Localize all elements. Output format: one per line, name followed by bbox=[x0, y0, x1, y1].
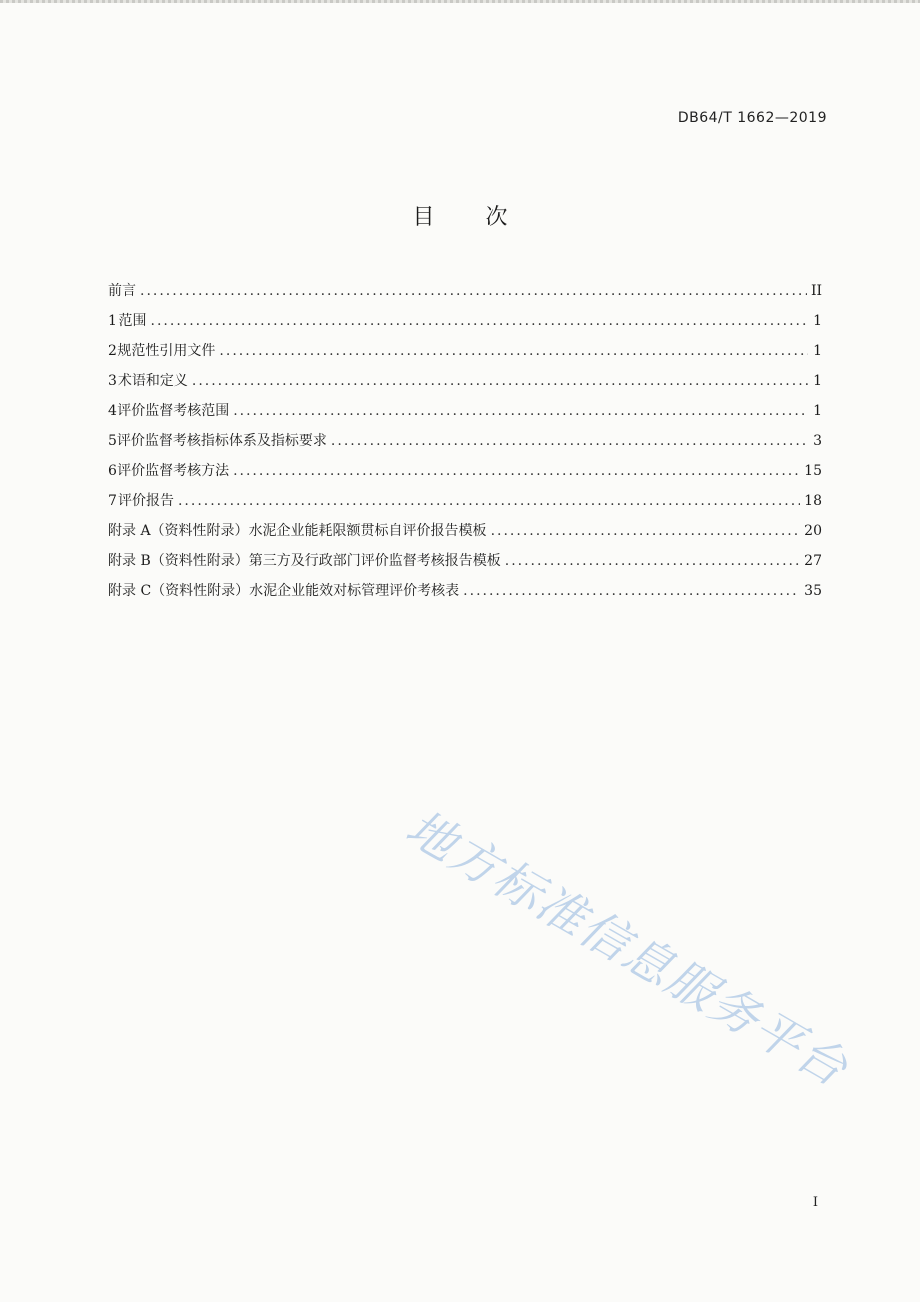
toc-leader-dots bbox=[463, 576, 800, 606]
toc-entry-evaluation-method[interactable] bbox=[108, 456, 822, 486]
toc-leader-dots bbox=[151, 306, 808, 336]
toc-entry-label: 术语和定义 bbox=[117, 373, 188, 389]
toc-entry-label: 前言 bbox=[108, 283, 136, 299]
toc-leader-dots bbox=[491, 516, 801, 546]
toc-entry-label: 评价监督考核指标体系及指标要求 bbox=[116, 433, 327, 449]
toc-entry-label: 范围 bbox=[118, 313, 147, 329]
toc-leader-dots bbox=[178, 486, 800, 516]
toc-entry-number: 6 bbox=[108, 463, 117, 479]
toc-entry-number: 7 bbox=[108, 493, 117, 509]
toc-entry-number: 1 bbox=[108, 313, 117, 329]
toc-leader-dots bbox=[140, 276, 807, 306]
toc-leader-dots bbox=[219, 336, 808, 366]
toc-entry-label: 第三方及行政部门评价监督考核报告模板 bbox=[248, 553, 501, 569]
toc-entry-page: 3 bbox=[813, 433, 822, 449]
toc-entry-appendix-b[interactable] bbox=[108, 546, 822, 576]
toc-leader-dots bbox=[233, 456, 800, 486]
toc-entry-number: 3 bbox=[108, 373, 117, 389]
toc-appendix-prefix: 附录 B（资料性附录） bbox=[108, 553, 249, 569]
toc-entry-page: 20 bbox=[804, 523, 822, 539]
toc-title: 目 次 bbox=[412, 205, 530, 230]
toc-entry-page: 1 bbox=[813, 403, 822, 419]
toc-entry-label: 评价报告 bbox=[117, 493, 174, 509]
toc-leader-dots bbox=[233, 396, 808, 426]
toc-appendix-prefix: 附录 A（资料性附录） bbox=[108, 523, 249, 539]
platform-watermark: 地方标准信息服务平台 bbox=[396, 799, 858, 1099]
toc-entry-page: 1 bbox=[813, 343, 822, 359]
page-number: I bbox=[812, 1195, 818, 1210]
toc-entry-number: 2 bbox=[108, 343, 117, 359]
toc-leader-dots bbox=[331, 426, 808, 456]
scan-edge bbox=[0, 0, 920, 3]
toc-entry-page: 1 bbox=[813, 373, 822, 389]
toc-entry-page: II bbox=[810, 283, 822, 299]
toc-leader-dots bbox=[192, 366, 808, 396]
table-of-contents bbox=[108, 276, 822, 606]
toc-entry-page: 1 bbox=[813, 313, 822, 329]
toc-entry-appendix-c[interactable] bbox=[108, 576, 822, 606]
toc-entry-evaluation-scope[interactable] bbox=[108, 396, 822, 426]
toc-entry-page: 35 bbox=[804, 583, 822, 599]
toc-entry-indicator-system[interactable] bbox=[108, 426, 822, 456]
toc-entry-label: 评价监督考核方法 bbox=[117, 463, 230, 479]
toc-entry-terms-definitions[interactable] bbox=[108, 366, 822, 396]
toc-entry-evaluation-report[interactable] bbox=[108, 486, 822, 516]
standard-code: DB64/T 1662—2019 bbox=[677, 110, 827, 126]
toc-entry-page: 18 bbox=[804, 493, 822, 509]
toc-entry-appendix-a[interactable] bbox=[108, 516, 822, 546]
toc-entry-foreword[interactable] bbox=[108, 276, 822, 306]
toc-leader-dots bbox=[505, 546, 800, 576]
toc-entry-number: 4 bbox=[108, 403, 117, 419]
toc-entry-page: 27 bbox=[804, 553, 822, 569]
toc-entry-normative-references[interactable] bbox=[108, 336, 822, 366]
toc-entry-label: 规范性引用文件 bbox=[117, 343, 216, 359]
toc-entry-label: 水泥企业能耗限额贯标自评价报告模板 bbox=[248, 523, 487, 539]
toc-entry-label: 水泥企业能效对标管理评价考核表 bbox=[249, 583, 460, 599]
toc-entry-page: 15 bbox=[804, 463, 822, 479]
toc-appendix-prefix: 附录 C（资料性附录） bbox=[108, 583, 250, 599]
toc-entry-scope[interactable] bbox=[108, 306, 822, 336]
toc-entry-number: 5 bbox=[108, 433, 117, 449]
toc-entry-label: 评价监督考核范围 bbox=[117, 403, 230, 419]
